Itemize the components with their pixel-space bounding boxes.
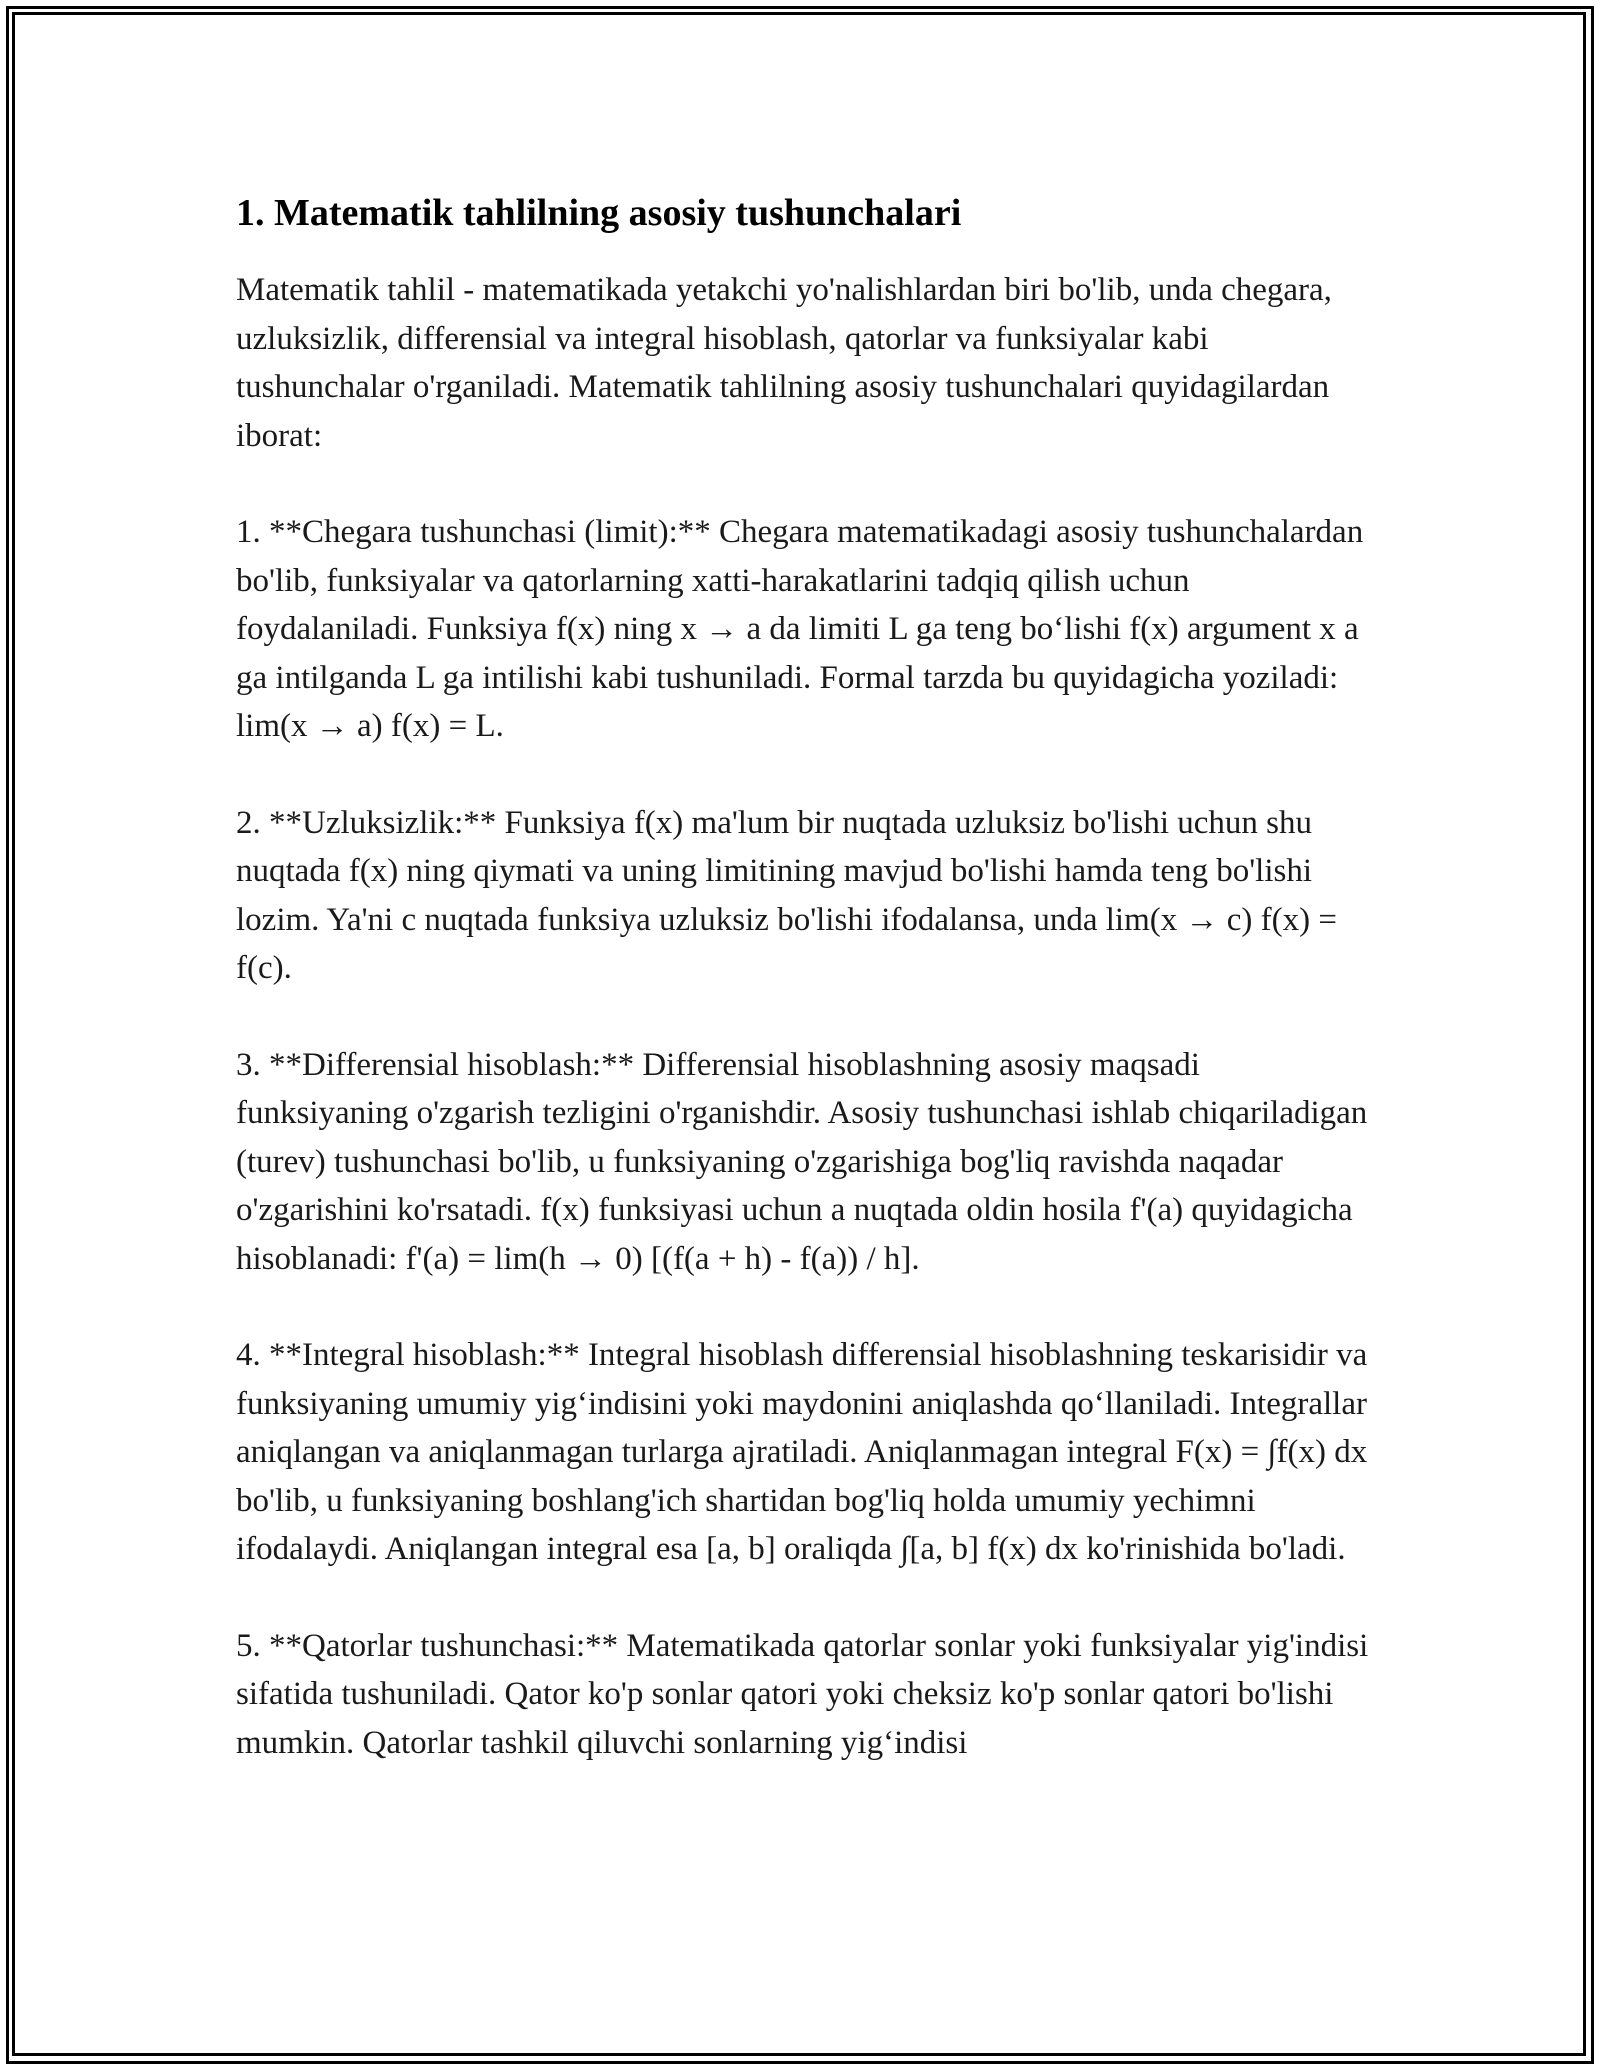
intro-paragraph: Matematik tahlil - matematikada yetakchi yo'nalishlardan biri bo'lib, unda chegara, uzluksizlik, differensial va integral hisoblash, qatorlar va funksiyalar kabi tushunchalar o'rganiladi. Matematik tahlilning asosiy tushunchalari quyidagilardan iborat: xyxy=(236,272,1332,454)
document-body xyxy=(236,186,1370,1815)
series-paragraph: 5. **Qatorlar tushunchasi:** Matematikada qatorlar sonlar yoki funksiyalar yig'indisi sifatida tushuniladi. Qator ko'p sonlar qatori yoki cheksiz ko'p sonlar qatori bo'lishi mumkin. Qatorlar tashkil qiluvchi sonlarning yig‘indisi xyxy=(236,1627,1369,1761)
limit-paragraph: 1. **Chegara tushunchasi (limit):** Chegara matematikadagi asosiy tushunchalardan bo'lib, funksiyalar va qatorlarning xatti-harakatlarini tadqiq qilish uchun foydalaniladi. Funksiya f(x) ning x → a da limiti L ga teng bo‘lishi f(x) argument x a ga intilganda L ga intilishi kabi tushuniladi. Formal tarzda bu quyidagicha yoziladi: lim(x → a) f(x) = L. xyxy=(236,514,1364,744)
document-title: 1. Matematik tahlilning asosiy tushunchalari xyxy=(236,192,962,234)
integral-paragraph: 4. **Integral hisoblash:** Integral hisoblash differensial hisoblashning teskarisidir va funksiyaning umumiy yig‘indisini yoki maydonini aniqlashda qo‘llaniladi. Integrallar aniqlangan va aniqlanmagan turlarga ajratiladi. Aniqlanmagan integral F(x) = ∫f(x) dx bo'lib, u funksiyaning boshlang'ich shartidan bog'liq holda umumiy yechimni ifodalaydi. Aniqlangan integral esa [a, b] oraliqda ∫[a, b] f(x) dx ko'rinishida bo'ladi. xyxy=(236,1337,1368,1567)
differential-paragraph: 3. **Differensial hisoblash:** Differensial hisoblashning asosiy maqsadi funksiyaning o'zgarish tezligini o'rganishdir. Asosiy tushunchasi ishlab chiqariladigan (turev) tushunchasi bo'lib, u funksiyaning o'zgarishiga bog'liq ravishda naqadar o'zgarishini ko'rsatadi. f(x) funksiyasi uchun a nuqtada oldin hosila f'(a) quyidagicha hisoblanadi: f'(a) = lim(h → 0) [(f(a + h) - f(a)) / h]. xyxy=(236,1046,1368,1277)
continuity-paragraph: 2. **Uzluksizlik:** Funksiya f(x) ma'lum bir nuqtada uzluksiz bo'lishi uchun shu nuqtada f(x) ning qiymati va uning limitining mavjud bo'lishi hamda teng bo'lishi lozim. Ya'ni c nuqtada funksiya uzluksiz bo'lishi ifodalansa, unda lim(x → c) f(x) = f(c). xyxy=(236,804,1337,986)
